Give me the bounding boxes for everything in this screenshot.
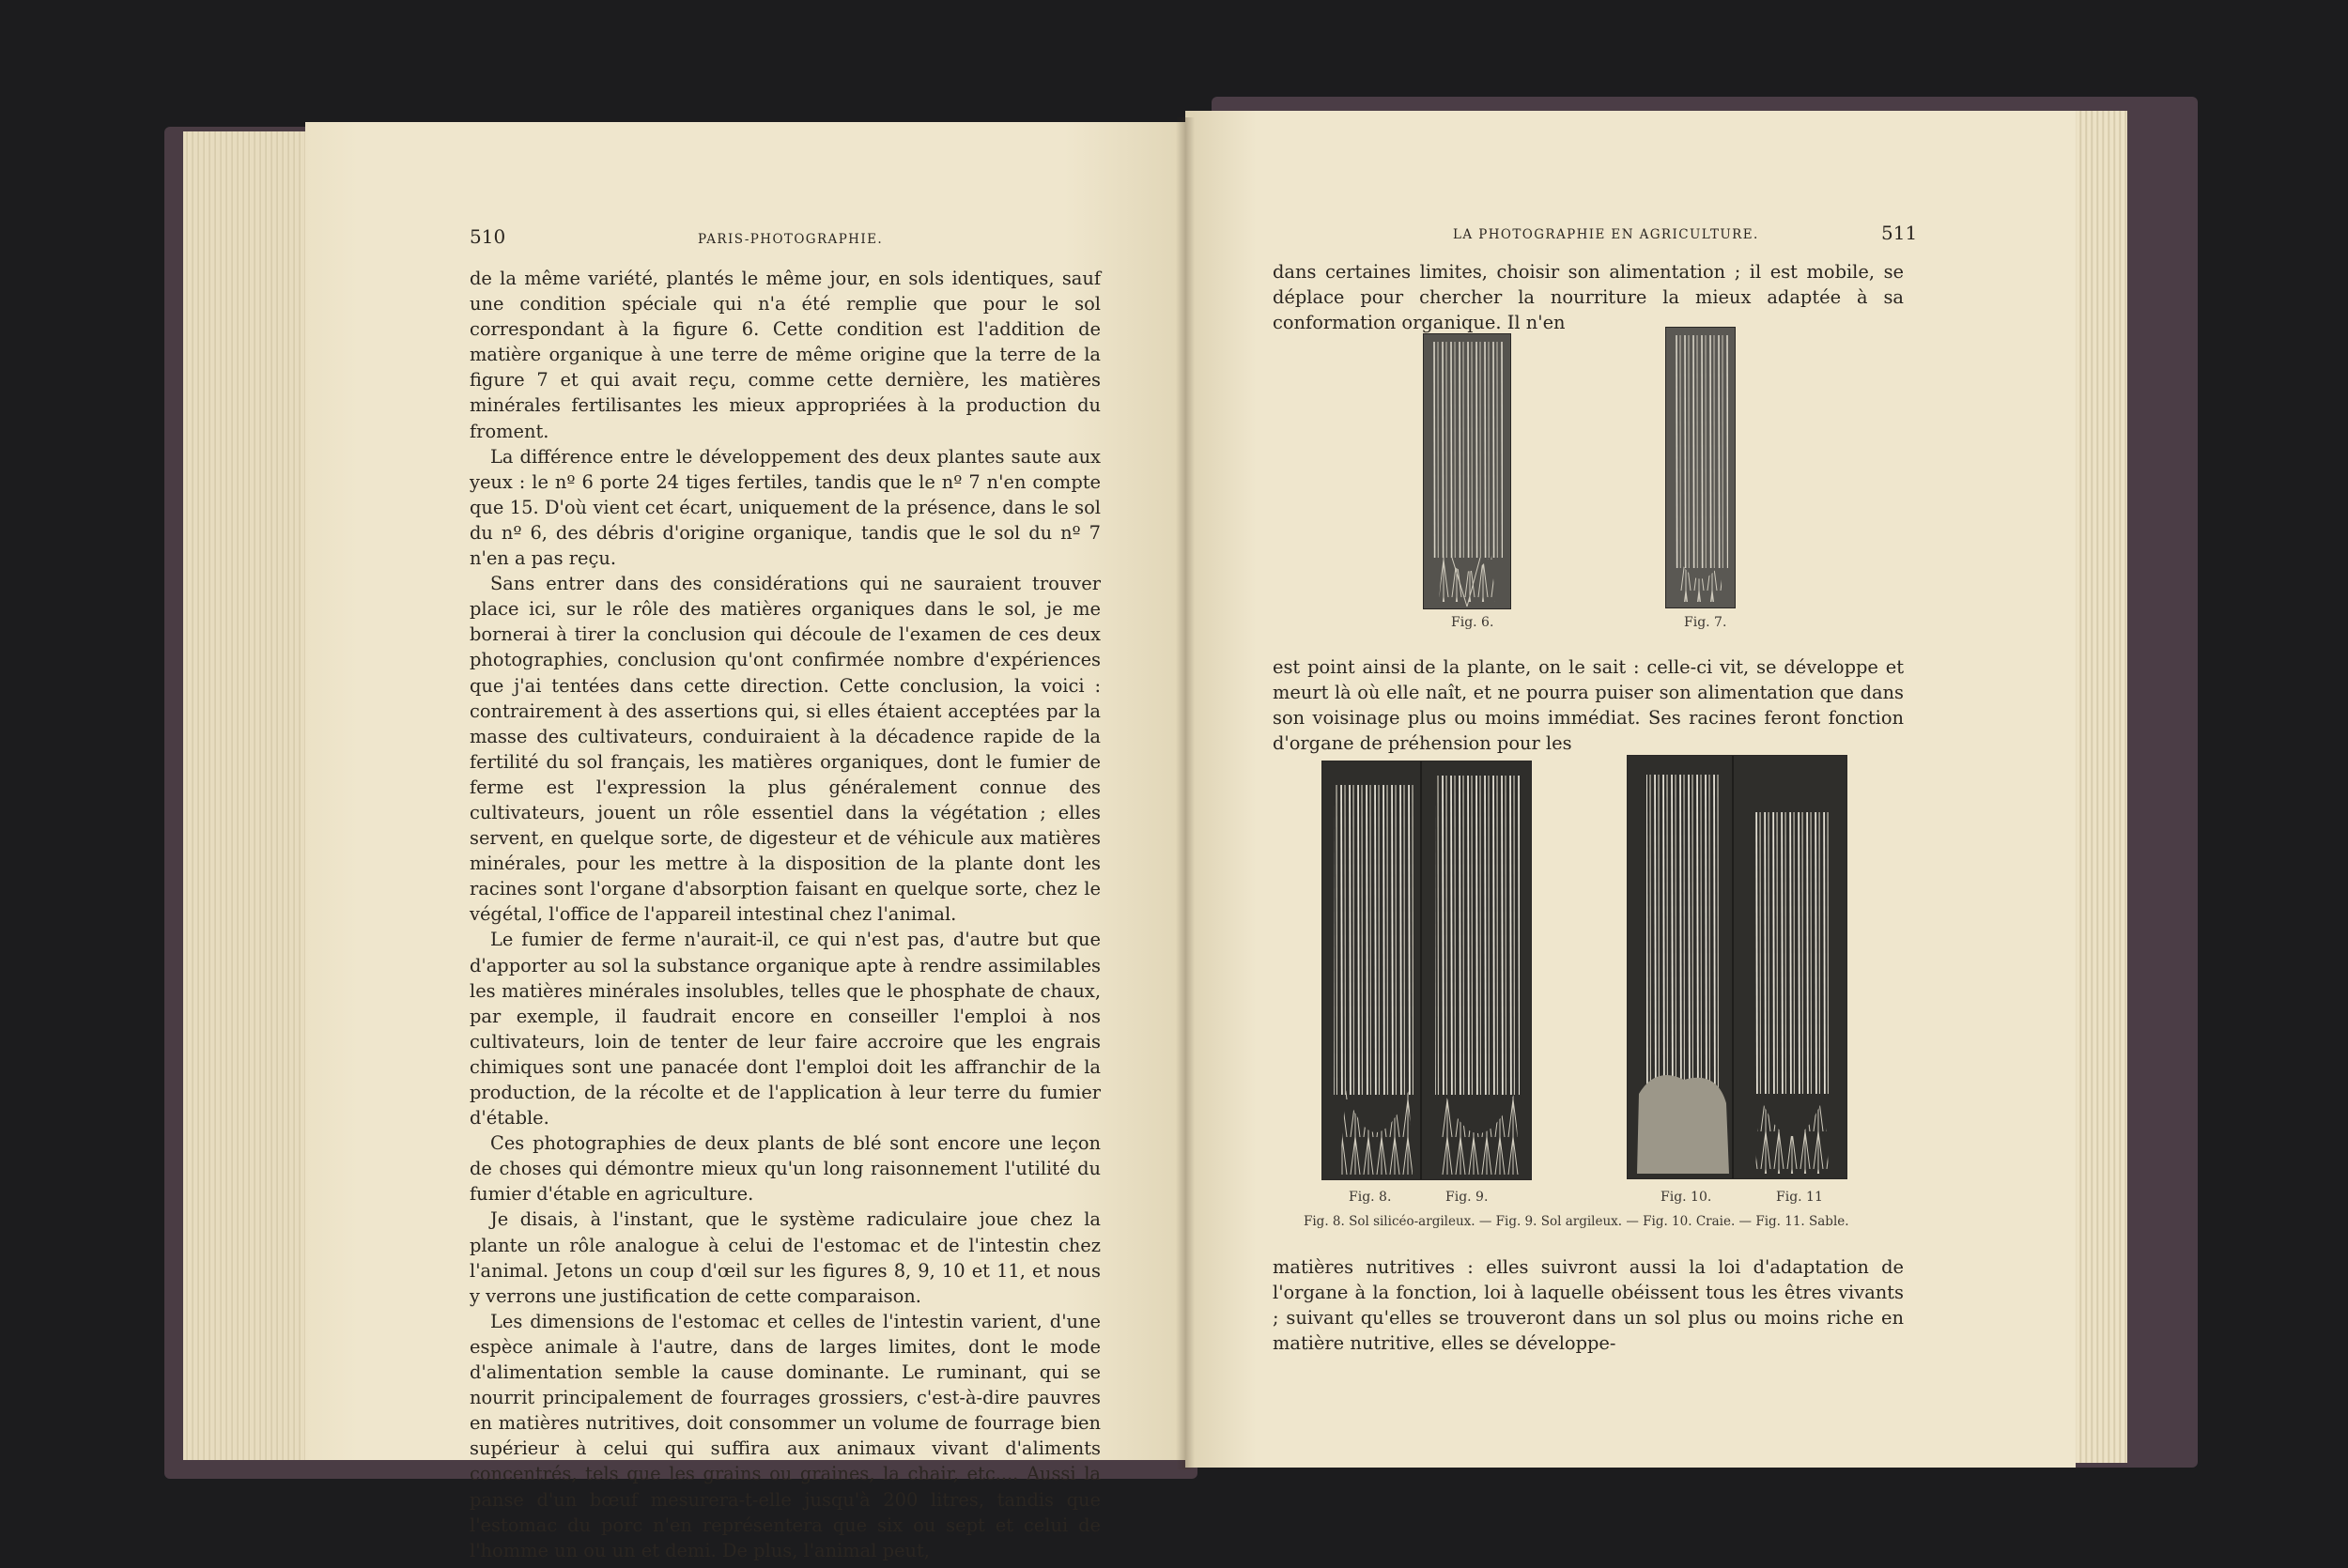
right-text-bottom [1273,1254,1904,1356]
left-page-text [470,266,1101,1563]
left-page-number: 510 [470,225,506,248]
page-edges-right [2071,111,2127,1463]
fig10-caption: Fig. 10. [1661,1190,1712,1205]
paragraph: Je disais, à l'instant, que le système radiculaire joue chez la plante un rôle analogue à celui de l'estomac et de l'intestin chez l'animal. Jetons un coup d'œil sur les figures 8, 9, 10 et 11, et nous y verrons une justification de cette comparaison. [470,1208,1101,1307]
right-running-head: LA PHOTOGRAPHIE EN AGRICULTURE. [1453,227,1759,242]
figure-10-11-photo [1627,755,1847,1179]
fig11-caption: Fig. 11 [1776,1190,1823,1205]
fig8-caption: Fig. 8. [1349,1190,1392,1205]
fig7-caption: Fig. 7. [1684,615,1727,630]
paragraph: est point ainsi de la plante, on le sait : celle-ci vit, se développe et meurt là où elle naît, et ne pourra puiser son alimentation que dans son voisinage plus ou moins immédiat. Ses racines feront fonction d'organe de préhension pour les [1273,656,1904,755]
paragraph: de la même variété, plantés le même jour, en sols identiques, sauf une condition spéciale qui n'a été remplie que pour le sol correspondant à la figure 6. Cette condition est l'addition de matière organique à une terre de même origine que la terre de la figure 7 et qui avait reçu, comme cette dernière, les matières minérales fertilisantes les mieux appropriées à la production du froment. [470,268,1101,442]
fig6-caption: Fig. 6. [1451,615,1494,630]
figure-7-photo [1665,327,1736,608]
figure-6-photo [1423,333,1511,609]
paragraph: Les dimensions de l'estomac et celles de l'intestin varient, d'une espèce animale à l'autre, dans de larges limites, dont le mode d'alimentation semble la cause dominante. Le ruminant, qui se nourrit principalement de fourrages grossiers, c'est-à-dire pauvres en matières nutritives, doit consommer un volume de fourrage bien supérieur à celui qui suffira aux animaux vivant d'aliments concentrés, tels que les grains ou graines, la chair, etc.... Aussi la panse d'un bœuf mesurera-t-elle jusqu'à 200 litres, tandis que l'estomac du porc n'en représentera que six ou sept et celui de l'homme un ou un et demi. De plus, l'animal peut, [470,1310,1101,1561]
fig9-caption: Fig. 9. [1445,1190,1489,1205]
paragraph: Sans entrer dans des considérations qui ne sauraient trouver place ici, sur le rôle des matières organiques dans le sol, je me bornerai à tirer la conclusion qui découle de l'examen de ces deux photographies, conclusion qu'ont confirmée nombre d'expériences que j'ai tentées dans cette direction. Cette conclusion, la voici : contrairement à des assertions qui, si elles étaient acceptées par la masse des cultivateurs, conduiraient à la décadence rapide de la fertilité du sol français, les matières organiques, dont le fumier de ferme est l'expression la plus généralement connue des cultivateurs, jouent un rôle essentiel dans la végétation ; elles servent, en quelque sorte, de digesteur et de véhicule aux matières minérales, pour les mettre à la disposition de la plante dont les racines sont l'organe d'absorption faisant en quelque sorte, chez le végétal, l'office de l'appareil intestinal chez l'animal. [470,573,1101,926]
page-edges-left [183,131,315,1460]
paragraph: dans certaines limites, choisir son alimentation ; il est mobile, se déplace pour chercher la nourriture la mieux adaptée à sa conformation organique. Il n'en [1273,261,1904,334]
gutter-shadow [1176,117,1195,1469]
paragraph: matières nutritives : elles suivront aussi la loi d'adaptation de l'organe à la fonction, loi à laquelle obéissent tous les êtres vivants ; suivant qu'elles se trouveront dans un sol plus ou moins riche en matière nutritive, elles se développe- [1273,1256,1904,1355]
figure-8-9-photo [1321,761,1532,1180]
left-running-head: PARIS-PHOTOGRAPHIE. [698,232,884,247]
paragraph: Ces photographies de deux plants de blé sont encore une leçon de choses qui démontre mieux qu'un long raisonnement l'utilité du fumier d'étable en agriculture. [470,1132,1101,1206]
paragraph: La différence entre le développement des deux plantes saute aux yeux : le nº 6 porte 24 tiges fertiles, tandis que le nº 7 n'en compte que 15. D'où vient cet écart, uniquement de la présence, dans le sol du nº 6, des débris d'origine organique, tandis que le sol du nº 7 n'en a pas reçu. [470,445,1101,570]
right-page-number: 511 [1881,222,1918,244]
right-text-top [1273,259,1904,335]
paragraph: Le fumier de ferme n'aurait-il, ce qui n'est pas, d'autre but que d'apporter au sol la substance organique apte à rendre assimilables les matières minérales insolubles, telles que le phosphate de chaux, par exemple, il faudrait encore en conseiller l'emploi à nos cultivateurs, loin de tenter de leur faire accroire que les engrais chimiques sont une panacée dont l'emploi doit les affranchir de la production, de la récolte et de l'application à leur terre du fumier d'étable. [470,929,1101,1130]
figures-legend: Fig. 8. Sol silicéo-argileux. — Fig. 9. Sol argileux. — Fig. 10. Craie. — Fig. 11. Sable. [1304,1214,1849,1229]
right-text-middle [1273,654,1904,756]
